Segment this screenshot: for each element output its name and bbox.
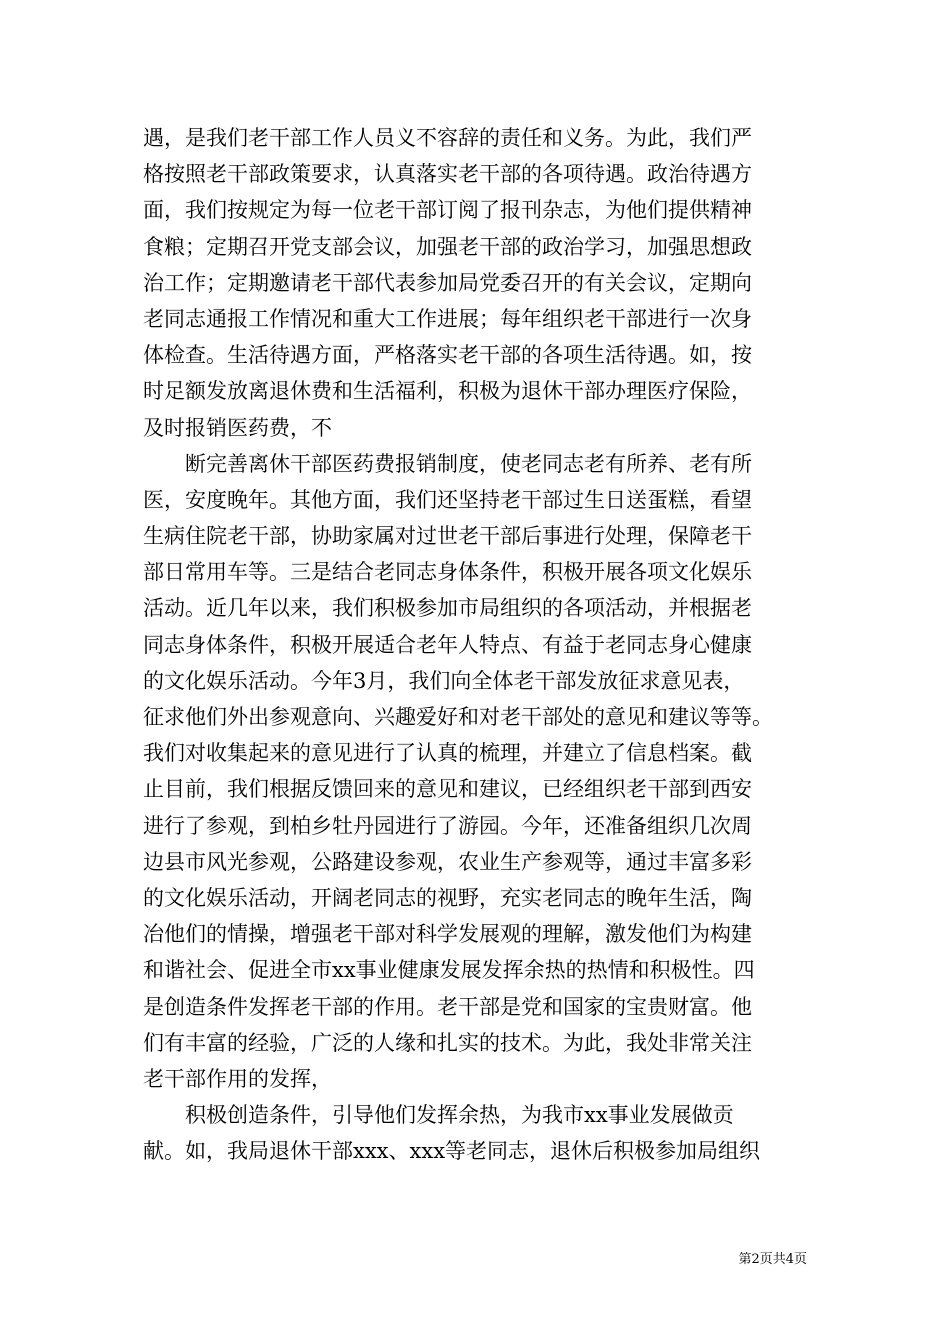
text-line: 治工作；定期邀请老干部代表参加局党委召开的有关会议，定期向 bbox=[143, 270, 752, 295]
text-line: 食粮；定期召开党支部会议，加强老干部的政治学习，加强思想政 bbox=[143, 234, 752, 259]
text-line: 我们对收集起来的意见进行了认真的梳理，并建立了信息档案。截 bbox=[143, 741, 752, 766]
text-line: 的文化娱乐活动，开阔老同志的视野，充实老同志的晚年生活，陶 bbox=[143, 885, 752, 910]
text-line: 和谐社会、促进全市xx事业健康发展发挥余热的热情和积极性。四 bbox=[143, 958, 755, 983]
text-line: 遇，是我们老干部工作人员义不容辞的责任和义务。为此，我们严 bbox=[143, 126, 752, 150]
text-line: 断完善离休干部医药费报销制度，使老同志老有所养、老有所 bbox=[143, 451, 752, 476]
body-text bbox=[143, 120, 823, 1169]
text-line: 格按照老干部政策要求，认真落实老干部的各项待遇。政治待遇方 bbox=[143, 162, 752, 187]
text-line: 生病住院老干部，协助家属对过世老干部后事进行处理，保障老干 bbox=[143, 524, 752, 549]
text-line: 老干部作用的发挥， bbox=[143, 1066, 332, 1091]
text-line: 体检查。生活待遇方面，严格落实老干部的各项生活待遇。如，按 bbox=[143, 343, 752, 368]
text-line: 积极创造条件，引导他们发挥余热，为我市xx事业发展做贡 bbox=[143, 1103, 734, 1128]
text-line: 征求他们外出参观意向、兴趣爱好和对老干部处的意见和建议等等。 bbox=[143, 705, 773, 729]
text-line: 的文化娱乐活动。今年3月，我们向全体老干部发放征求意见表， bbox=[143, 668, 745, 693]
text-line: 同志身体条件，积极开展适合老年人特点、有益于老同志身心健康 bbox=[143, 632, 752, 657]
text-line: 及时报销医药费，不 bbox=[143, 415, 332, 440]
text-line: 活动。近几年以来，我们积极参加市局组织的各项活动，并根据老 bbox=[143, 596, 752, 621]
text-line: 时足额发放离退休费和生活福利，积极为退休干部办理医疗保险， bbox=[143, 379, 752, 404]
text-line: 医，安度晚年。其他方面，我们还坚持老干部过生日送蛋糕，看望 bbox=[143, 487, 752, 512]
text-line: 老同志通报工作情况和重大工作进展；每年组织老干部进行一次身 bbox=[143, 306, 752, 331]
text-line: 边县市风光参观，公路建设参观，农业生产参观等，通过丰富多彩 bbox=[143, 849, 752, 874]
text-line: 们有丰富的经验，广泛的人缘和扎实的技术。为此，我处非常关注 bbox=[143, 1030, 752, 1055]
text-line: 是创造条件发挥老干部的作用。老干部是党和国家的宝贵财富。他 bbox=[143, 994, 752, 1019]
text-line: 冶他们的情操，增强老干部对科学发展观的理解，激发他们为构建 bbox=[143, 922, 752, 947]
page-number-footer: 第2页共4页 bbox=[738, 1252, 807, 1267]
text-line: 面，我们按规定为每一位老干部订阅了报刊杂志，为他们提供精神 bbox=[143, 198, 752, 223]
text-line: 进行了参观，到柏乡牡丹园进行了游园。今年，还准备组织几次周 bbox=[143, 813, 752, 838]
text-line: 止目前，我们根据反馈回来的意见和建议，已经组织老干部到西安 bbox=[143, 777, 752, 802]
text-line: 部日常用车等。三是结合老同志身体条件，积极开展各项文化娱乐 bbox=[143, 560, 752, 585]
text-line: 献。如，我局退休干部xxx、xxx等老同志，退休后积极参加局组织 bbox=[143, 1139, 761, 1164]
